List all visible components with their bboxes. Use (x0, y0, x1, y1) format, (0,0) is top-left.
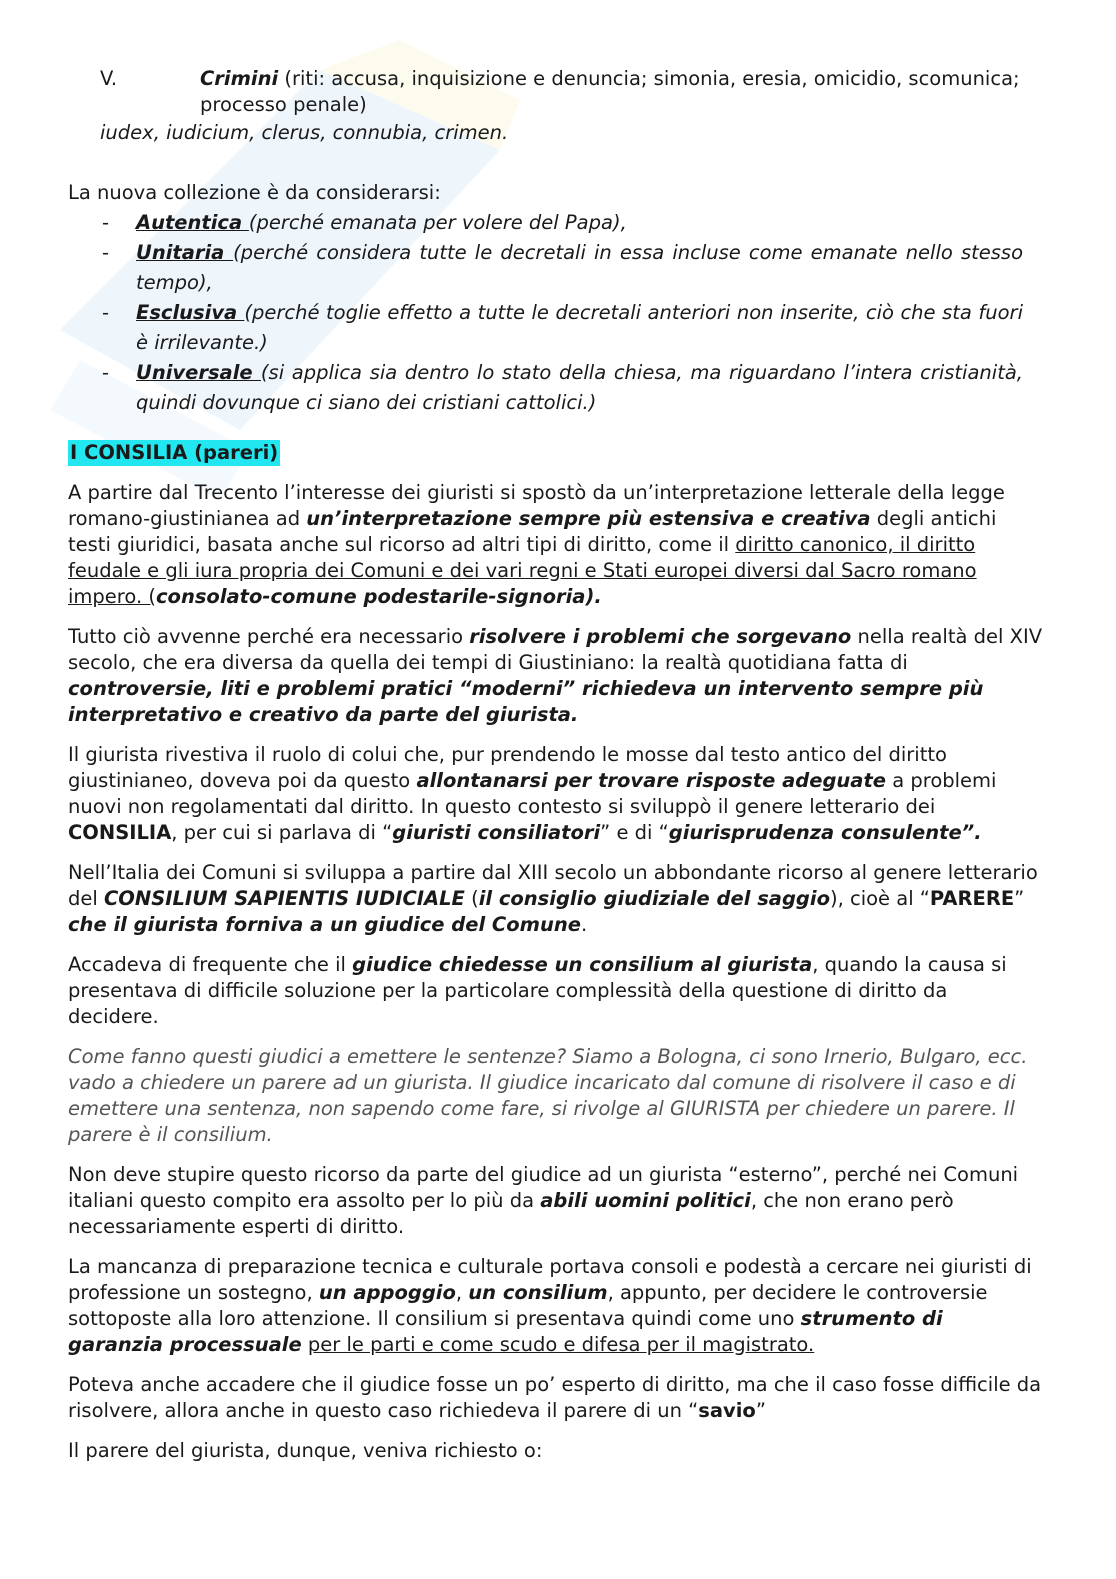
item-number: V. (100, 67, 118, 90)
paragraph-2: Tutto ciò avvenne perché era necessario risolvere i problemi che sorgevano nella realtà del XIV secolo, che era diversa da quella dei tempi di Giustiniano: la realtà quotidiana fatta di controversie, liti e problemi pratici “moderni” richiedeva un intervento sempre più interpretativo e creativo da parte del giurista. (68, 625, 1043, 726)
document-body (68, 66, 1043, 1464)
paragraph-5: Accadeva di frequente che il giudice chiedesse un consilium al giurista, quando la causa si presentava di difficile soluzione per la particolare complessità della questione di diritto da decidere. (68, 953, 1007, 1028)
paragraph-3: Il giurista rivestiva il ruolo di colui che, pur prendendo le mosse dal testo antico del diritto giustinianeo, doveva poi da questo allontanarsi per trovare risposte adeguate a problemi nuovi non regolamentati dal diritto. In questo contesto si sviluppò il genere letterario dei CONSILIA, per cui si parlava di “giuristi consiliatori” e di “giurisprudenza consulente”. (68, 743, 997, 844)
paragraph-1: A partire dal Trecento l’interesse dei giuristi si spostò da un’interpretazione letterale della legge romano-giustinianea ad un’interpretazione sempre più estensiva e creativa degli antichi testi giuridici, basata anche sul ricorso ad altri tipi di diritto, come il diritto canonico, il diritto feudale e gli iura propria dei Comuni e dei vari regni e Stati europei diversi dal Sacro romano impero. (consolato-comune podestarile-signoria). (68, 481, 1005, 608)
numbered-item-v (100, 66, 1043, 118)
list-item: - Autentica (perché emanata per volere del Papa), (102, 211, 627, 234)
item-text: (riti: accusa, inquisizione e denuncia; simonia, eresia, omicidio, scomunica; processo penale) (200, 67, 1020, 116)
paragraph-note: Come fanno questi giudici a emettere le sentenze? Siamo a Bologna, ci sono Irnerio, Bulgaro, ecc. vado a chiedere un parere ad un giurista. Il giudice incaricato dal comune di risolvere il caso e di emettere una sentenza, non sapendo come fare, si rivolge al GIURISTA per chiedere un parere. Il parere è il consilium. (68, 1045, 1028, 1146)
properties-list (68, 208, 1043, 418)
paragraph-7: Non deve stupire questo ricorso da parte del giudice ad un giurista “esterno”, perché nei Comuni italiani questo compito era assolto per lo più da abili uomini politici, che non erano però necessariamente esperti di diritto. (68, 1163, 1019, 1238)
paragraph-4: Nell’Italia dei Comuni si sviluppa a partire dal XIII secolo un abbondante ricorso al genere letterario del CONSILIUM SAPIENTIS IUDICIALE (il consiglio giudiziale del saggio), cioè al “PARERE” che il giurista forniva a un giudice del Comune. (68, 861, 1038, 936)
paragraph-8: La mancanza di preparazione tecnica e culturale portava consoli e podestà a cercare nei giuristi di professione un sostegno, un appoggio, un consilium, appunto, per decidere le controversie sottoposte alla loro attenzione. Il consilium si presentava quindi come uno strumento di garanzia processuale per le parti e come scudo e difesa per il magistrato. (68, 1255, 1032, 1356)
terms-line: iudex, iudicium, clerus, connubia, crimen. (100, 121, 509, 144)
list-item: - Esclusiva (perché toglie effetto a tutte le decretali anteriori non inserite, ciò che sta fuori è irrilevante.) (102, 301, 1023, 354)
list-item: - Universale (si applica sia dentro lo stato della chiesa, ma riguardano l’intera cristianità, quindi dovunque ci siano dei cristiani cattolici.) (102, 361, 1023, 414)
list-item: - Unitaria (perché considera tutte le decretali in essa incluse come emanate nello stesso tempo), (102, 241, 1023, 294)
paragraph-9: Poteva anche accadere che il giudice fosse un po’ esperto di diritto, ma che il caso fosse difficile da risolvere, allora anche in questo caso richiedeva il parere di un “savio” (68, 1373, 1042, 1422)
item-title: Crimini (200, 67, 279, 90)
section-heading: I CONSILIA (pareri) (70, 441, 279, 464)
intro-line: La nuova collezione è da considerarsi: (68, 181, 441, 204)
paragraph-10: Il parere del giurista, dunque, veniva richiesto o: (68, 1439, 543, 1462)
